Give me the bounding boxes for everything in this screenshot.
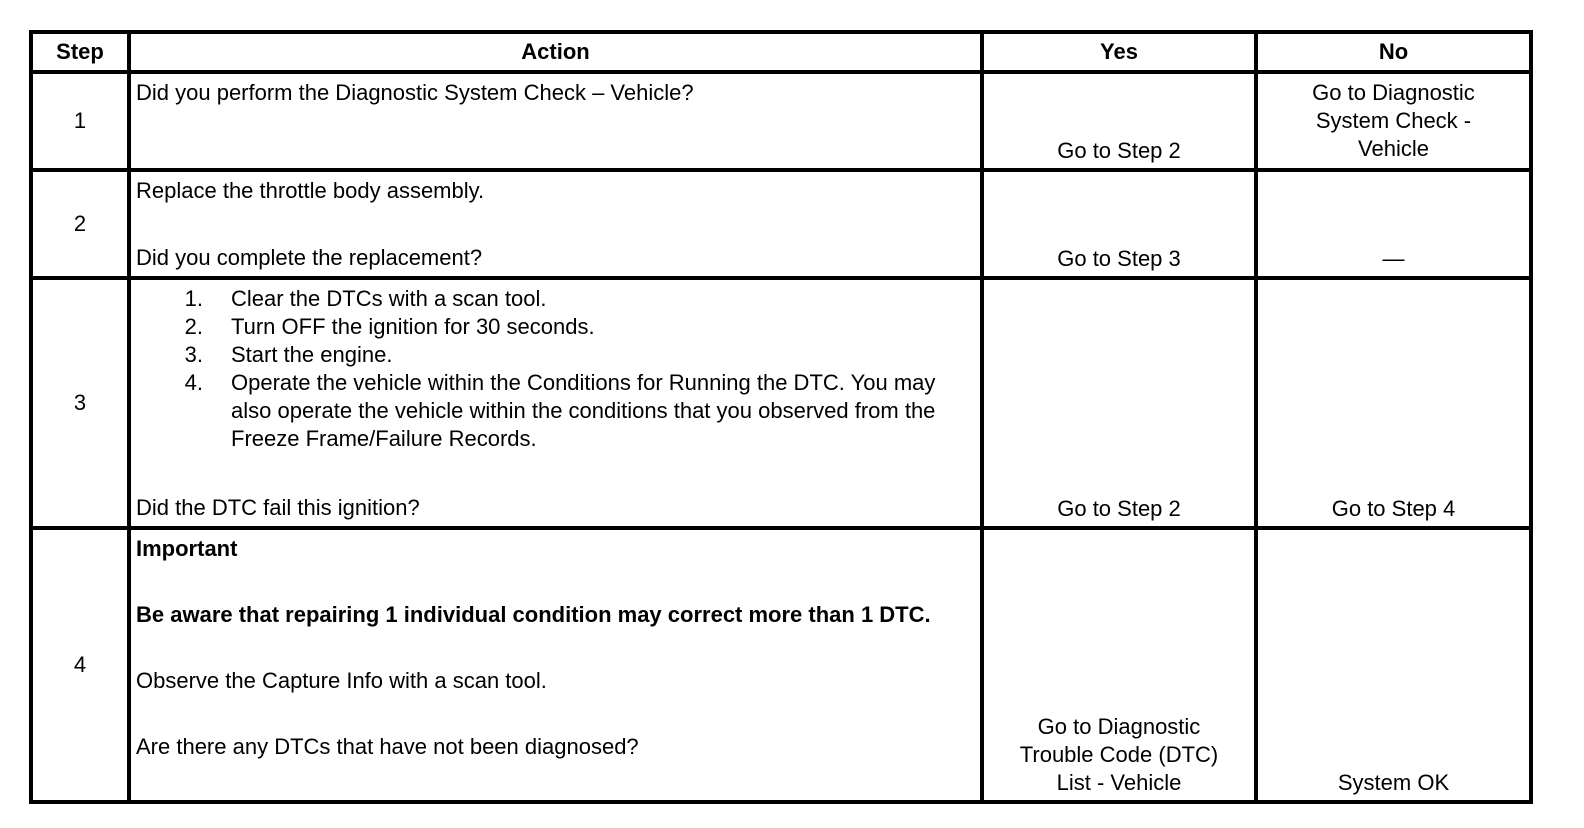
list-item	[136, 341, 976, 369]
no-result-line: Go to Diagnostic	[1312, 80, 1475, 105]
header-yes: Yes	[982, 32, 1256, 72]
list-item	[136, 369, 976, 453]
action-question: Did the DTC fail this ignition?	[136, 495, 420, 520]
table-row	[31, 170, 1531, 278]
list-item-text: Start the engine.	[231, 342, 393, 367]
step-number: 3	[31, 278, 129, 528]
yes-result-line: Go to Diagnostic	[1037, 714, 1201, 739]
header-step: Step	[31, 32, 129, 72]
action-instruction: Replace the throttle body assembly.	[136, 178, 485, 203]
action-instruction: Observe the Capture Info with a scan tool.	[136, 668, 547, 693]
procedure-list	[136, 285, 976, 453]
step-number: 1	[31, 72, 129, 170]
yes-result-line: Trouble Code (DTC)	[1019, 742, 1219, 767]
action-cell	[129, 170, 982, 278]
no-result: —	[1256, 170, 1531, 278]
list-item	[136, 285, 976, 313]
header-action: Action	[129, 32, 982, 72]
action-cell	[129, 72, 982, 170]
action-question: Did you complete the replacement?	[136, 245, 483, 270]
yes-result-line: List - Vehicle	[1056, 770, 1182, 795]
table-row	[31, 278, 1531, 528]
no-result: Go to Step 4	[1256, 278, 1531, 528]
action-cell	[129, 278, 982, 528]
no-result-line: Vehicle	[1358, 136, 1429, 161]
table-row	[31, 528, 1531, 802]
important-text: Be aware that repairing 1 individual condition may correct more than 1 DTC.	[136, 602, 931, 627]
list-item-text: Operate the vehicle within the Conditions for Running the DTC. You may also operate the vehicle within the conditions that you observed from the Freeze Frame/Failure Records.	[231, 370, 936, 451]
list-item-number: 1.	[184, 286, 203, 311]
table-header-row	[31, 32, 1531, 72]
action-question: Did you perform the Diagnostic System Check – Vehicle?	[136, 80, 694, 105]
step-number: 2	[31, 170, 129, 278]
list-item-text: Turn OFF the ignition for 30 seconds.	[231, 314, 595, 339]
yes-result: Go to Step 2	[982, 278, 1256, 528]
no-result-line: System Check -	[1315, 108, 1472, 133]
action-cell	[129, 528, 982, 802]
header-no: No	[1256, 32, 1531, 72]
yes-result	[982, 528, 1256, 802]
yes-result: Go to Step 3	[982, 170, 1256, 278]
no-result: System OK	[1256, 528, 1531, 802]
diagnostic-table	[29, 30, 1533, 804]
list-item-text: Clear the DTCs with a scan tool.	[231, 286, 547, 311]
table-row	[31, 72, 1531, 170]
list-item	[136, 313, 976, 341]
list-item-number: 4.	[184, 370, 203, 395]
list-item-number: 2.	[184, 314, 203, 339]
action-question: Are there any DTCs that have not been diagnosed?	[136, 734, 639, 759]
list-item-number: 3.	[184, 342, 203, 367]
important-label: Important	[136, 536, 238, 561]
step-number: 4	[31, 528, 129, 802]
no-result	[1256, 72, 1531, 170]
yes-result: Go to Step 2	[982, 72, 1256, 170]
